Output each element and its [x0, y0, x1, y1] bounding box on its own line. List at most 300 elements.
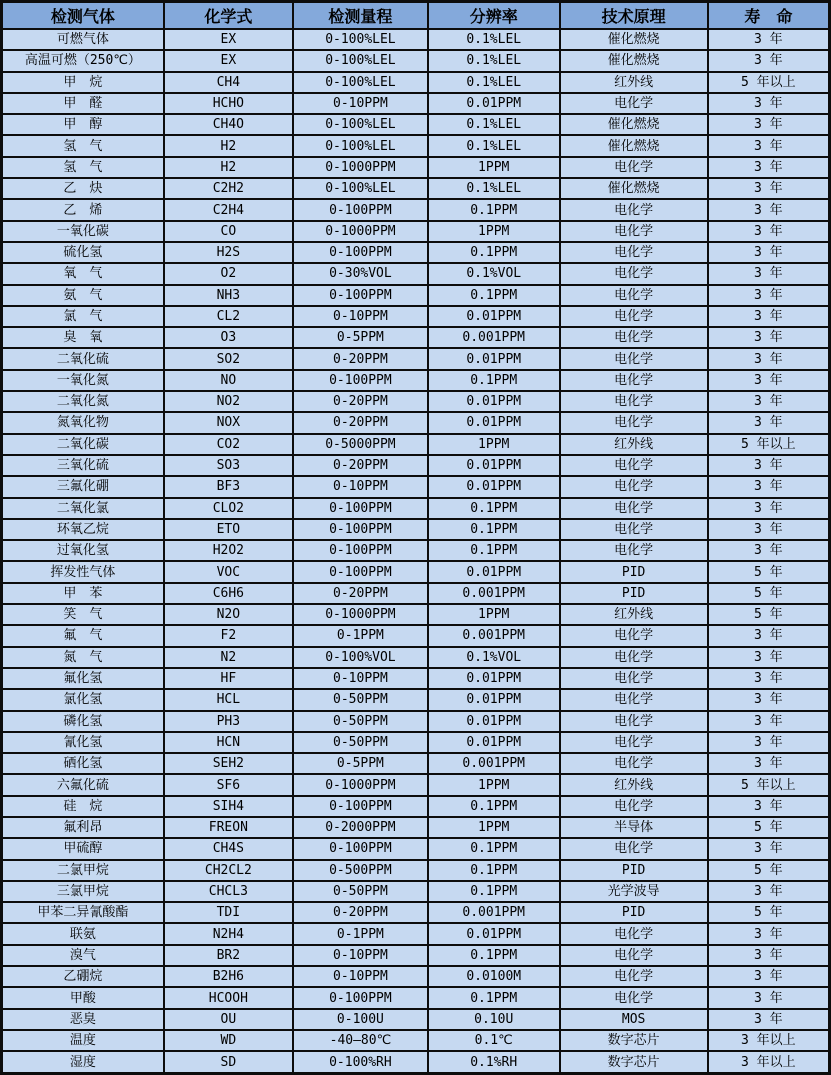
cell-formula: CH4S	[164, 838, 293, 859]
table-row	[2, 199, 830, 220]
table-row	[2, 583, 830, 604]
cell-lifespan: 3 年	[708, 221, 830, 242]
cell-range: 0-1000PPM	[293, 157, 428, 178]
cell-principle: 电化学	[560, 370, 708, 391]
table-row	[2, 838, 830, 859]
cell-principle: 电化学	[560, 966, 708, 987]
cell-resolution: 0.1PPM	[428, 370, 560, 391]
col-header-formula: 化学式	[164, 2, 293, 30]
table-body	[2, 29, 830, 1074]
cell-range: 0-500PPM	[293, 860, 428, 881]
cell-range: 0-50PPM	[293, 732, 428, 753]
cell-formula: CLO2	[164, 498, 293, 519]
table-row	[2, 242, 830, 263]
cell-resolution: 0.1%VOL	[428, 263, 560, 284]
cell-formula: HCOOH	[164, 987, 293, 1008]
cell-gas: 硫化氢	[2, 242, 164, 263]
cell-gas: 氢 气	[2, 135, 164, 156]
cell-resolution: 0.1PPM	[428, 838, 560, 859]
cell-gas: 笑 气	[2, 604, 164, 625]
cell-lifespan: 3 年	[708, 838, 830, 859]
table-row	[2, 519, 830, 540]
cell-gas: 氟 气	[2, 625, 164, 646]
cell-range: 0-10PPM	[293, 966, 428, 987]
cell-formula: HCN	[164, 732, 293, 753]
table-row	[2, 774, 830, 795]
cell-lifespan: 3 年	[708, 135, 830, 156]
cell-gas: 氧 气	[2, 263, 164, 284]
cell-range: 0-10PPM	[293, 306, 428, 327]
cell-resolution: 0.1PPM	[428, 540, 560, 561]
cell-resolution: 0.1PPM	[428, 796, 560, 817]
cell-resolution: 0.1PPM	[428, 987, 560, 1008]
table-row	[2, 29, 830, 50]
cell-gas: 挥发性气体	[2, 561, 164, 582]
cell-formula: CH4O	[164, 114, 293, 135]
cell-resolution: 0.01PPM	[428, 476, 560, 497]
table-row	[2, 753, 830, 774]
cell-resolution: 0.01PPM	[428, 732, 560, 753]
table-row	[2, 327, 830, 348]
cell-range: 0-100%VOL	[293, 647, 428, 668]
table-row	[2, 625, 830, 646]
cell-range: 0-20PPM	[293, 902, 428, 923]
cell-principle: 电化学	[560, 838, 708, 859]
cell-lifespan: 3 年	[708, 412, 830, 433]
table-row	[2, 987, 830, 1008]
cell-lifespan: 5 年以上	[708, 434, 830, 455]
cell-formula: SD	[164, 1051, 293, 1073]
cell-formula: O3	[164, 327, 293, 348]
cell-formula: HCL	[164, 689, 293, 710]
cell-lifespan: 3 年	[708, 498, 830, 519]
cell-lifespan: 3 年	[708, 157, 830, 178]
cell-lifespan: 3 年	[708, 178, 830, 199]
cell-principle: 电化学	[560, 987, 708, 1008]
cell-lifespan: 3 年	[708, 540, 830, 561]
cell-resolution: 0.1%LEL	[428, 29, 560, 50]
cell-resolution: 0.01PPM	[428, 689, 560, 710]
cell-resolution: 0.1%LEL	[428, 50, 560, 71]
cell-principle: PID	[560, 583, 708, 604]
cell-resolution: 0.10U	[428, 1009, 560, 1030]
table-row	[2, 711, 830, 732]
cell-range: 0-100PPM	[293, 796, 428, 817]
cell-gas: 甲 苯	[2, 583, 164, 604]
cell-resolution: 0.0100M	[428, 966, 560, 987]
table-row	[2, 732, 830, 753]
cell-resolution: 0.1PPM	[428, 498, 560, 519]
table-row	[2, 817, 830, 838]
cell-range: 0-100%LEL	[293, 50, 428, 71]
col-header-principle: 技术原理	[560, 2, 708, 30]
cell-resolution: 0.01PPM	[428, 93, 560, 114]
table-row	[2, 93, 830, 114]
cell-formula: CO2	[164, 434, 293, 455]
cell-gas: 甲硫醇	[2, 838, 164, 859]
cell-resolution: 0.001PPM	[428, 902, 560, 923]
cell-principle: 电化学	[560, 327, 708, 348]
cell-range: 0-50PPM	[293, 881, 428, 902]
cell-gas: 氮 气	[2, 647, 164, 668]
cell-resolution: 0.1%LEL	[428, 114, 560, 135]
table-row	[2, 114, 830, 135]
cell-gas: 甲 烷	[2, 72, 164, 93]
cell-resolution: 0.1PPM	[428, 285, 560, 306]
cell-formula: H2O2	[164, 540, 293, 561]
cell-gas: 甲酸	[2, 987, 164, 1008]
cell-formula: N2O	[164, 604, 293, 625]
table-row	[2, 263, 830, 284]
cell-lifespan: 3 年	[708, 242, 830, 263]
cell-formula: BR2	[164, 945, 293, 966]
cell-gas: 三氧化硫	[2, 455, 164, 476]
cell-lifespan: 5 年	[708, 561, 830, 582]
cell-lifespan: 3 年	[708, 647, 830, 668]
cell-gas: 氯 气	[2, 306, 164, 327]
cell-lifespan: 3 年	[708, 689, 830, 710]
cell-formula: NO	[164, 370, 293, 391]
cell-resolution: 0.001PPM	[428, 583, 560, 604]
col-header-lifespan: 寿 命	[708, 2, 830, 30]
cell-resolution: 0.1PPM	[428, 860, 560, 881]
cell-resolution: 1PPM	[428, 604, 560, 625]
cell-principle: 电化学	[560, 412, 708, 433]
cell-principle: 红外线	[560, 604, 708, 625]
cell-formula: HCHO	[164, 93, 293, 114]
table-row	[2, 668, 830, 689]
cell-gas: 二氧化氮	[2, 391, 164, 412]
cell-gas: 氰化氢	[2, 732, 164, 753]
cell-range: 0-20PPM	[293, 391, 428, 412]
table-row	[2, 476, 830, 497]
cell-principle: 电化学	[560, 242, 708, 263]
cell-formula: B2H6	[164, 966, 293, 987]
table-row	[2, 540, 830, 561]
cell-lifespan: 3 年	[708, 966, 830, 987]
cell-range: 0-100PPM	[293, 242, 428, 263]
cell-range: 0-100%LEL	[293, 29, 428, 50]
cell-resolution: 0.01PPM	[428, 711, 560, 732]
cell-formula: SF6	[164, 774, 293, 795]
cell-lifespan: 3 年	[708, 732, 830, 753]
cell-principle: 电化学	[560, 93, 708, 114]
table-row	[2, 157, 830, 178]
cell-range: 0-20PPM	[293, 583, 428, 604]
cell-principle: 催化燃烧	[560, 135, 708, 156]
cell-principle: 电化学	[560, 625, 708, 646]
cell-range: 0-10PPM	[293, 668, 428, 689]
cell-range: 0-5PPM	[293, 327, 428, 348]
cell-range: 0-100%LEL	[293, 178, 428, 199]
cell-principle: 电化学	[560, 221, 708, 242]
cell-formula: SO3	[164, 455, 293, 476]
cell-formula: NH3	[164, 285, 293, 306]
cell-gas: 二氧化碳	[2, 434, 164, 455]
cell-principle: PID	[560, 561, 708, 582]
cell-gas: 氢 气	[2, 157, 164, 178]
cell-resolution: 0.1%LEL	[428, 135, 560, 156]
cell-principle: 催化燃烧	[560, 114, 708, 135]
cell-formula: F2	[164, 625, 293, 646]
cell-gas: 过氧化氢	[2, 540, 164, 561]
cell-resolution: 0.001PPM	[428, 625, 560, 646]
cell-range: 0-10PPM	[293, 945, 428, 966]
cell-resolution: 0.01PPM	[428, 306, 560, 327]
col-header-resolution: 分辨率	[428, 2, 560, 30]
cell-range: 0-100PPM	[293, 987, 428, 1008]
cell-resolution: 0.1%VOL	[428, 647, 560, 668]
table-row	[2, 412, 830, 433]
cell-lifespan: 3 年	[708, 114, 830, 135]
cell-resolution: 0.001PPM	[428, 327, 560, 348]
cell-range: 0-2000PPM	[293, 817, 428, 838]
cell-range: 0-20PPM	[293, 412, 428, 433]
cell-principle: 电化学	[560, 732, 708, 753]
cell-formula: CH2CL2	[164, 860, 293, 881]
cell-gas: 乙 炔	[2, 178, 164, 199]
cell-principle: 电化学	[560, 668, 708, 689]
cell-principle: 电化学	[560, 923, 708, 944]
cell-gas: 臭 氧	[2, 327, 164, 348]
cell-resolution: 0.01PPM	[428, 348, 560, 369]
cell-gas: 氯化氢	[2, 689, 164, 710]
cell-range: 0-50PPM	[293, 711, 428, 732]
table-row	[2, 881, 830, 902]
cell-principle: 电化学	[560, 306, 708, 327]
cell-principle: 光学波导	[560, 881, 708, 902]
cell-gas: 一氧化碳	[2, 221, 164, 242]
cell-principle: 电化学	[560, 945, 708, 966]
table-row	[2, 370, 830, 391]
cell-range: 0-100%LEL	[293, 135, 428, 156]
table-row	[2, 285, 830, 306]
cell-range: 0-50PPM	[293, 689, 428, 710]
cell-range: 0-30%VOL	[293, 263, 428, 284]
table-row	[2, 561, 830, 582]
cell-lifespan: 3 年	[708, 711, 830, 732]
cell-range: 0-20PPM	[293, 348, 428, 369]
cell-formula: BF3	[164, 476, 293, 497]
cell-lifespan: 3 年	[708, 476, 830, 497]
cell-gas: 二氯甲烷	[2, 860, 164, 881]
table-row	[2, 1009, 830, 1030]
cell-lifespan: 3 年	[708, 199, 830, 220]
table-row	[2, 455, 830, 476]
cell-resolution: 0.01PPM	[428, 455, 560, 476]
cell-formula: SEH2	[164, 753, 293, 774]
cell-lifespan: 5 年	[708, 860, 830, 881]
cell-gas: 溴气	[2, 945, 164, 966]
cell-formula: SIH4	[164, 796, 293, 817]
cell-principle: 红外线	[560, 72, 708, 93]
cell-principle: 半导体	[560, 817, 708, 838]
cell-principle: 电化学	[560, 476, 708, 497]
cell-gas: 温度	[2, 1030, 164, 1051]
cell-principle: 催化燃烧	[560, 50, 708, 71]
cell-gas: 硅 烷	[2, 796, 164, 817]
cell-lifespan: 3 年	[708, 881, 830, 902]
cell-range: 0-5PPM	[293, 753, 428, 774]
cell-gas: 氟利昂	[2, 817, 164, 838]
cell-formula: EX	[164, 29, 293, 50]
cell-formula: H2S	[164, 242, 293, 263]
cell-formula: C6H6	[164, 583, 293, 604]
cell-formula: CHCL3	[164, 881, 293, 902]
cell-principle: 电化学	[560, 540, 708, 561]
cell-lifespan: 3 年	[708, 370, 830, 391]
cell-lifespan: 3 年	[708, 327, 830, 348]
cell-gas: 环氧乙烷	[2, 519, 164, 540]
cell-resolution: 0.01PPM	[428, 412, 560, 433]
cell-resolution: 0.1PPM	[428, 945, 560, 966]
cell-resolution: 0.1PPM	[428, 881, 560, 902]
cell-gas: 高温可燃（250℃）	[2, 50, 164, 71]
cell-range: 0-10PPM	[293, 476, 428, 497]
cell-range: -40—80℃	[293, 1030, 428, 1051]
cell-range: 0-1000PPM	[293, 774, 428, 795]
cell-principle: 催化燃烧	[560, 29, 708, 50]
cell-formula: TDI	[164, 902, 293, 923]
cell-gas: 可燃气体	[2, 29, 164, 50]
table-header	[2, 2, 830, 30]
header-row	[2, 2, 830, 30]
table-row	[2, 1051, 830, 1073]
col-header-gas: 检测气体	[2, 2, 164, 30]
cell-lifespan: 3 年	[708, 391, 830, 412]
cell-principle: 电化学	[560, 796, 708, 817]
table-row	[2, 498, 830, 519]
cell-lifespan: 3 年	[708, 1009, 830, 1030]
cell-lifespan: 3 年	[708, 796, 830, 817]
cell-range: 0-100PPM	[293, 370, 428, 391]
cell-range: 0-100%RH	[293, 1051, 428, 1073]
table-row	[2, 1030, 830, 1051]
cell-gas: 甲 醛	[2, 93, 164, 114]
cell-formula: EX	[164, 50, 293, 71]
cell-range: 0-100PPM	[293, 838, 428, 859]
cell-range: 0-10PPM	[293, 93, 428, 114]
cell-range: 0-100PPM	[293, 498, 428, 519]
table-row	[2, 135, 830, 156]
cell-gas: 氮氧化物	[2, 412, 164, 433]
cell-principle: 电化学	[560, 285, 708, 306]
cell-lifespan: 5 年	[708, 902, 830, 923]
cell-formula: CO	[164, 221, 293, 242]
cell-lifespan: 3 年以上	[708, 1051, 830, 1073]
cell-resolution: 1PPM	[428, 774, 560, 795]
cell-lifespan: 3 年	[708, 625, 830, 646]
cell-gas: 甲 醇	[2, 114, 164, 135]
cell-lifespan: 5 年	[708, 817, 830, 838]
cell-range: 0-100PPM	[293, 519, 428, 540]
cell-range: 0-1000PPM	[293, 221, 428, 242]
cell-range: 0-100PPM	[293, 540, 428, 561]
cell-gas: 恶臭	[2, 1009, 164, 1030]
cell-lifespan: 3 年	[708, 29, 830, 50]
cell-lifespan: 3 年	[708, 285, 830, 306]
cell-principle: 红外线	[560, 434, 708, 455]
cell-resolution: 1PPM	[428, 434, 560, 455]
cell-gas: 六氟化硫	[2, 774, 164, 795]
cell-principle: 电化学	[560, 157, 708, 178]
table-row	[2, 391, 830, 412]
cell-formula: N2H4	[164, 923, 293, 944]
cell-resolution: 1PPM	[428, 221, 560, 242]
cell-range: 0-1PPM	[293, 923, 428, 944]
cell-range: 0-100%LEL	[293, 72, 428, 93]
col-header-range: 检测量程	[293, 2, 428, 30]
cell-resolution: 0.1%LEL	[428, 72, 560, 93]
cell-resolution: 0.1%LEL	[428, 178, 560, 199]
cell-formula: O2	[164, 263, 293, 284]
cell-gas: 三氯甲烷	[2, 881, 164, 902]
cell-principle: 电化学	[560, 391, 708, 412]
cell-lifespan: 3 年	[708, 987, 830, 1008]
cell-range: 0-1000PPM	[293, 604, 428, 625]
cell-range: 0-100PPM	[293, 285, 428, 306]
table-row	[2, 689, 830, 710]
cell-lifespan: 5 年	[708, 583, 830, 604]
cell-formula: PH3	[164, 711, 293, 732]
cell-principle: 催化燃烧	[560, 178, 708, 199]
cell-gas: 甲苯二异氰酸酯	[2, 902, 164, 923]
cell-lifespan: 3 年	[708, 93, 830, 114]
cell-resolution: 0.1%RH	[428, 1051, 560, 1073]
cell-formula: WD	[164, 1030, 293, 1051]
cell-resolution: 0.01PPM	[428, 561, 560, 582]
cell-formula: HF	[164, 668, 293, 689]
cell-lifespan: 3 年	[708, 50, 830, 71]
cell-formula: OU	[164, 1009, 293, 1030]
cell-principle: 电化学	[560, 199, 708, 220]
cell-resolution: 1PPM	[428, 157, 560, 178]
table-row	[2, 902, 830, 923]
table-row	[2, 348, 830, 369]
table-row	[2, 966, 830, 987]
cell-lifespan: 3 年	[708, 348, 830, 369]
cell-principle: 电化学	[560, 753, 708, 774]
cell-formula: H2	[164, 135, 293, 156]
cell-gas: 二氧化氯	[2, 498, 164, 519]
cell-resolution: 0.1PPM	[428, 519, 560, 540]
table-row	[2, 945, 830, 966]
cell-formula: ETO	[164, 519, 293, 540]
cell-formula: C2H2	[164, 178, 293, 199]
cell-range: 0-20PPM	[293, 455, 428, 476]
table-row	[2, 434, 830, 455]
cell-lifespan: 5 年以上	[708, 72, 830, 93]
cell-principle: 电化学	[560, 711, 708, 732]
cell-formula: CH4	[164, 72, 293, 93]
cell-lifespan: 5 年	[708, 604, 830, 625]
cell-range: 0-100%LEL	[293, 114, 428, 135]
cell-resolution: 0.01PPM	[428, 391, 560, 412]
cell-lifespan: 3 年	[708, 945, 830, 966]
table-row	[2, 647, 830, 668]
table-row	[2, 923, 830, 944]
cell-principle: 电化学	[560, 498, 708, 519]
cell-formula: NOX	[164, 412, 293, 433]
cell-formula: NO2	[164, 391, 293, 412]
cell-formula: H2	[164, 157, 293, 178]
cell-principle: 红外线	[560, 774, 708, 795]
cell-lifespan: 3 年	[708, 668, 830, 689]
cell-principle: 电化学	[560, 455, 708, 476]
cell-formula: N2	[164, 647, 293, 668]
cell-lifespan: 5 年以上	[708, 774, 830, 795]
cell-principle: 数字芯片	[560, 1030, 708, 1051]
